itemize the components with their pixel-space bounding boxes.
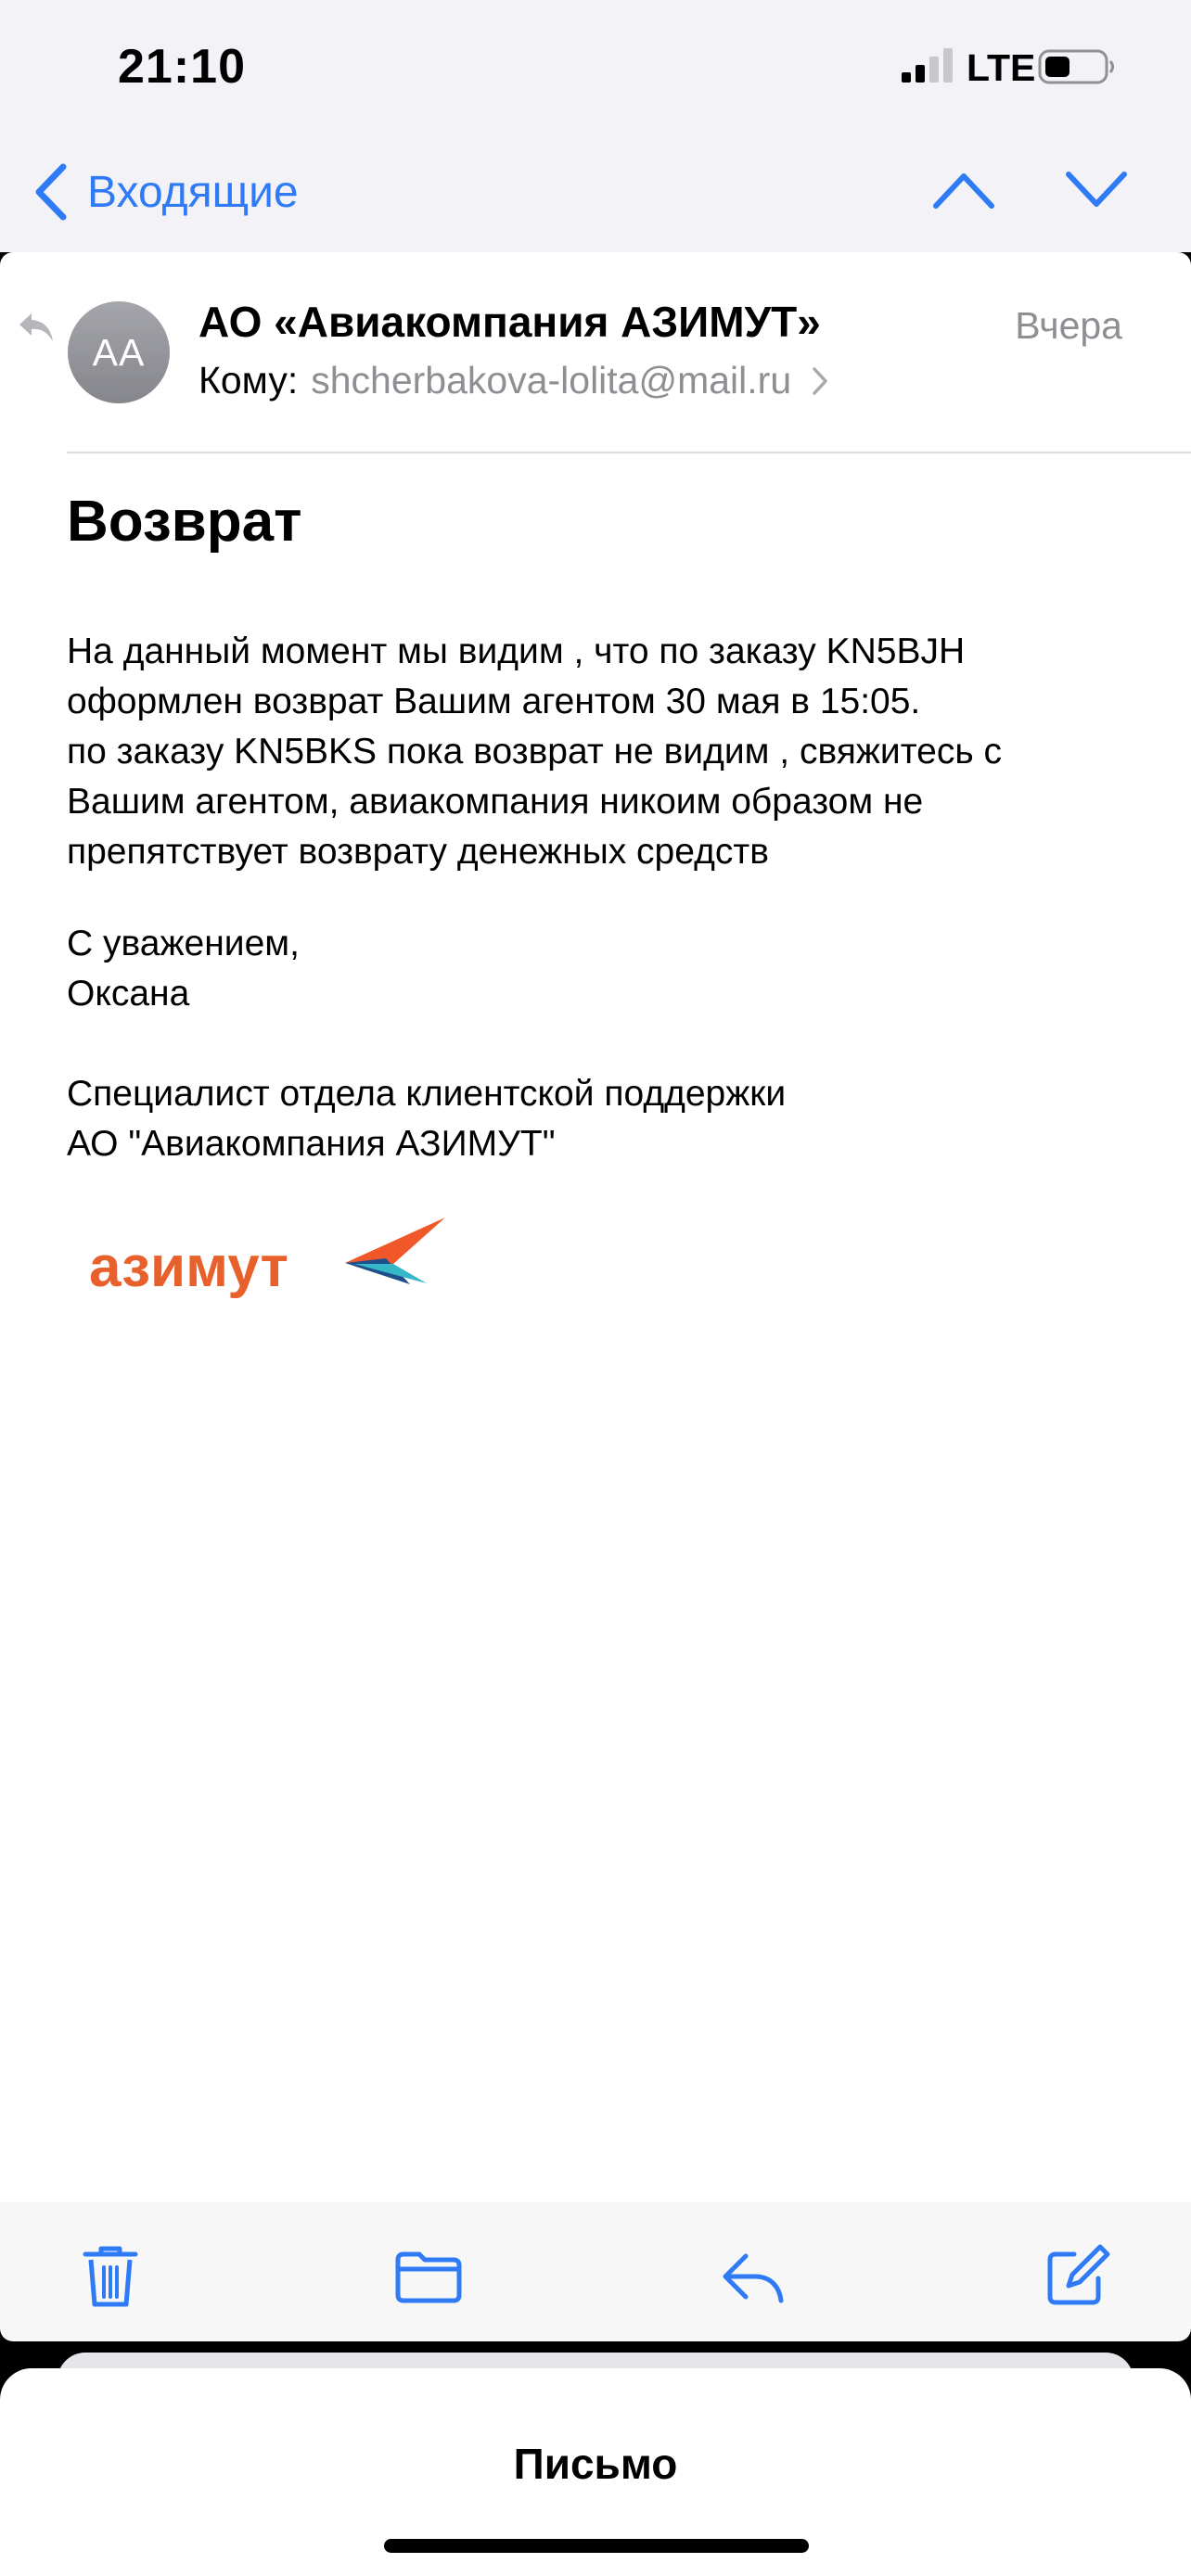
signature [67, 1069, 1161, 1169]
body-line: Вашим агентом, авиакомпания никоим образом не [67, 782, 924, 822]
sender-name[interactable]: АО «Авиакомпания АЗИМУТ» [198, 298, 821, 346]
delete-button[interactable] [76, 2241, 145, 2310]
recipient-address[interactable]: shcherbakova-lolita@mail.ru [311, 359, 792, 402]
trash-icon [76, 2241, 145, 2310]
folder-icon [394, 2241, 463, 2310]
signoff-line: С уважением, [67, 924, 300, 963]
body-line: препятствует возврату денежных средств [67, 832, 769, 872]
previous-message-button[interactable] [930, 167, 997, 213]
logo-wordmark: азимут [89, 1235, 288, 1299]
replied-indicator-icon [17, 310, 56, 345]
signoff-line: Оксана [67, 974, 190, 1014]
reply-icon [718, 2241, 787, 2310]
draft-title: Письмо [513, 2440, 678, 2488]
network-label: LTE [967, 46, 1036, 89]
sender-avatar[interactable]: AA [68, 301, 170, 403]
azimut-logo [85, 1210, 456, 1312]
signoff [67, 919, 1161, 1019]
chevron-left-icon [32, 161, 70, 223]
signature-line: Специалист отдела клиентской поддержки [67, 1074, 787, 1114]
next-message-button[interactable] [1063, 167, 1130, 213]
move-to-folder-button[interactable] [394, 2241, 463, 2310]
signature-line: АО "Авиакомпания АЗИМУТ" [67, 1124, 556, 1164]
status-time: 21:10 [118, 40, 246, 94]
reply-button[interactable] [718, 2241, 787, 2310]
received-date: Вчера [1015, 304, 1122, 347]
top-area [0, 0, 1191, 252]
back-button-label: Входящие [87, 167, 299, 217]
compose-icon [1043, 2241, 1111, 2310]
home-indicator[interactable] [384, 2539, 809, 2553]
recipient-row[interactable] [198, 359, 830, 402]
message-toolbar [0, 2202, 1191, 2341]
body-line: оформлен возврат Вашим агентом 30 мая в 15:05. [67, 682, 921, 721]
chevron-right-icon [810, 365, 830, 397]
back-to-inbox-button[interactable] [32, 158, 299, 226]
body-line: по заказу KN5BKS пока возврат не видим , свяжитесь с [67, 732, 1002, 772]
header-divider [67, 452, 1191, 453]
to-label: Кому: [198, 359, 299, 402]
body-line: На данный момент мы видим , что по заказу KN5BJH [67, 631, 966, 671]
compose-button[interactable] [1043, 2241, 1111, 2310]
cellular-signal-icon [901, 48, 956, 83]
message-body [67, 627, 1161, 877]
message-card [0, 252, 1191, 2202]
message-subject: Возврат [67, 490, 302, 554]
battery-icon [1038, 48, 1116, 85]
